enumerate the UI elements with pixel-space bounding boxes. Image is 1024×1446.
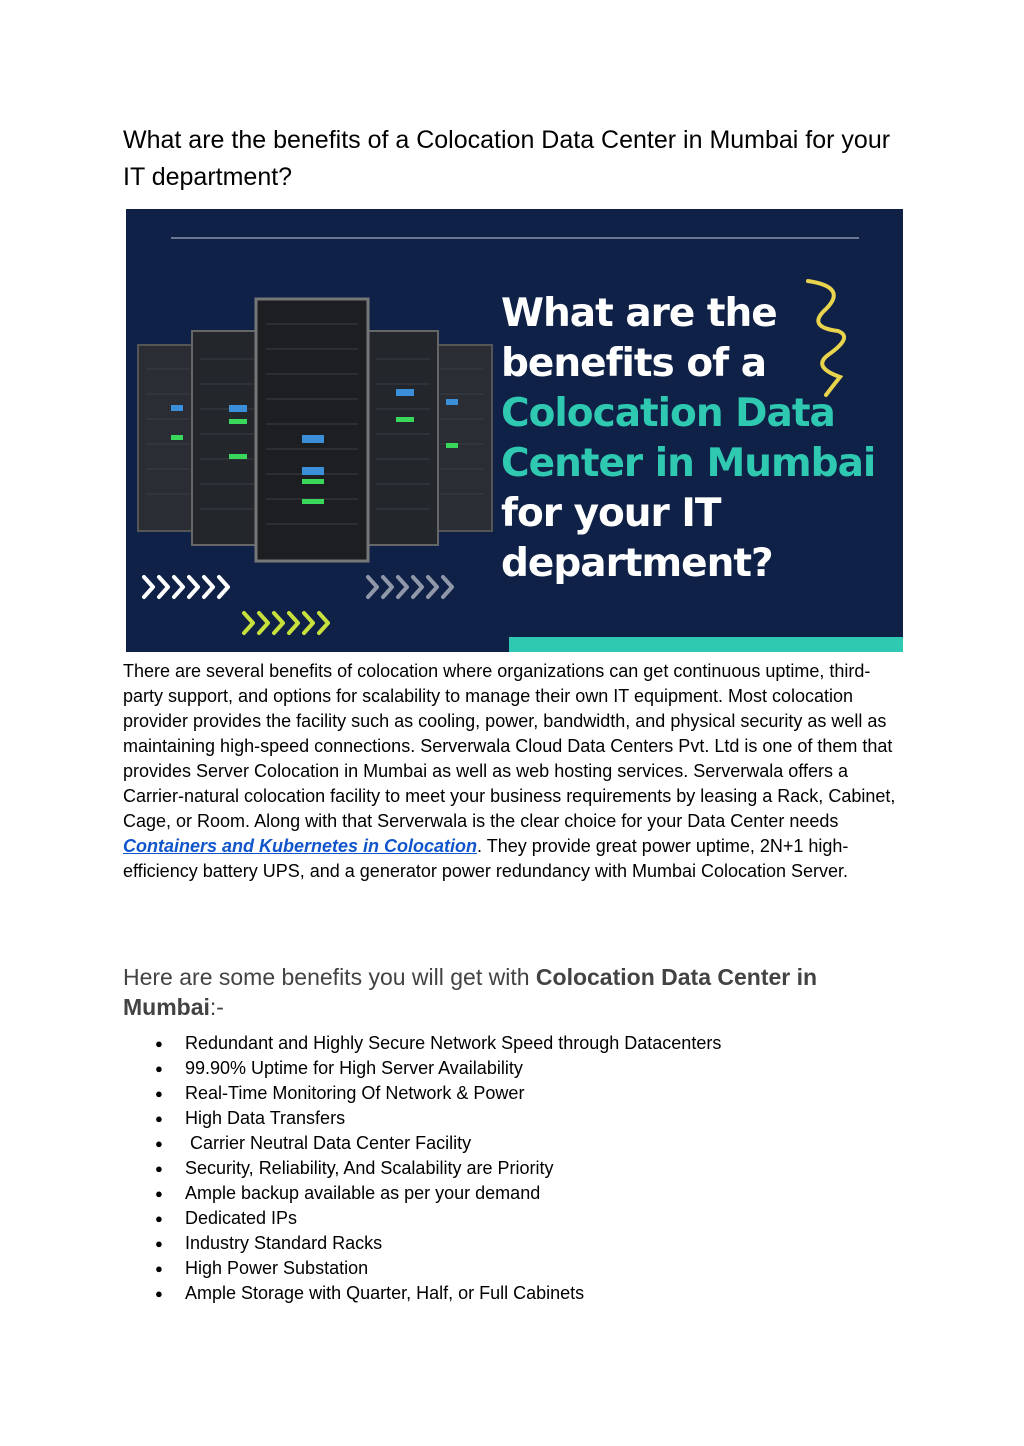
bullet-icon: ● <box>155 1086 163 1101</box>
benefits-heading-prefix: Here are some benefits you will get with <box>123 964 536 990</box>
bullet-icon: ● <box>155 1211 163 1226</box>
bullet-icon: ● <box>155 1161 163 1176</box>
bullet-icon: ● <box>155 1186 163 1201</box>
list-item-text: Real-Time Monitoring Of Network & Power <box>185 1083 525 1103</box>
list-item-text: High Power Substation <box>185 1258 369 1278</box>
list-item <box>123 1181 903 1206</box>
bullet-icon: ● <box>155 1036 163 1051</box>
banner-line-highlight: Center in Mumbai <box>501 441 876 486</box>
bullet-icon: ● <box>155 1061 163 1076</box>
list-item <box>123 1231 903 1256</box>
banner-line: benefits of a <box>501 341 767 386</box>
bullet-icon: ● <box>155 1261 163 1276</box>
chevrons-white-icon <box>144 577 228 597</box>
banner-line: department? <box>501 541 773 586</box>
bullet-icon: ● <box>155 1111 163 1126</box>
list-item <box>123 1031 903 1056</box>
bullet-icon: ● <box>155 1236 163 1251</box>
containers-kubernetes-link[interactable]: Containers and Kubernetes in Colocation <box>123 836 478 856</box>
list-item <box>123 1156 903 1181</box>
bullet-icon: ● <box>155 1286 163 1301</box>
list-item-text: Industry Standard Racks <box>185 1233 383 1253</box>
list-item-text: Ample backup available as per your demand <box>185 1183 541 1203</box>
list-item-text: Redundant and Highly Secure Network Speed through Datacenters <box>185 1033 722 1053</box>
intro-paragraph <box>123 659 903 884</box>
list-item-text: 99.90% Uptime for High Server Availability <box>185 1058 523 1078</box>
intro-text: There are several benefits of colocation where organizations can get continuous uptime, third-party support, and options for scalability to manage their own IT equipment. Most colocation provider provides the facility such as cooling, power, bandwidth, and physical security as well as maintaining high-speed connections. Serverwala Cloud Data Centers Pvt. Ltd is one of them that provides Server Colocation in Mumbai as well as web hosting services. Serverwala offers a Carrier-natural colocation facility to meet your business requirements by leasing a Rack, Cabinet, Cage, or Room. Along with that Serverwala is the clear choice for your Data Center needs <box>123 661 896 831</box>
intro-text-end: . They provide great power uptime, 2N+1 high-efficiency battery UPS, and a generator power redundancy with Mumbai Colocation Server. <box>123 836 849 881</box>
benefits-heading <box>123 962 903 1022</box>
benefits-heading-suffix: :- <box>209 994 224 1020</box>
server-racks-icon <box>138 299 492 561</box>
list-item <box>123 1081 903 1106</box>
banner-image <box>126 209 903 652</box>
banner-line: for your IT <box>501 491 721 536</box>
list-item-text: Dedicated IPs <box>185 1208 298 1228</box>
chevrons-gray-icon <box>368 577 452 597</box>
bullet-icon: ● <box>155 1136 163 1151</box>
banner-line-highlight: Colocation Data <box>501 391 835 436</box>
benefits-list <box>123 1031 903 1306</box>
list-item <box>123 1106 903 1131</box>
list-item <box>123 1256 903 1281</box>
benefits-heading-bold: Colocation Data Center in Mumbai <box>123 964 818 1020</box>
list-item-text: Security, Reliability, And Scalability are Priority <box>185 1158 554 1178</box>
list-item-text: Carrier Neutral Data Center Facility <box>185 1133 472 1153</box>
list-item <box>123 1206 903 1231</box>
list-item <box>123 1056 903 1081</box>
teal-bar <box>509 637 903 652</box>
list-item <box>123 1131 903 1156</box>
banner-line: What are the <box>501 291 777 336</box>
list-item <box>123 1281 903 1306</box>
page-title: What are the benefits of a Colocation Data Center in Mumbai for your IT department? <box>123 126 891 191</box>
list-item-text: Ample Storage with Quarter, Half, or Full Cabinets <box>185 1283 585 1303</box>
chevrons-lime-icon <box>244 613 328 633</box>
list-item-text: High Data Transfers <box>185 1108 346 1128</box>
banner-heading <box>501 289 901 589</box>
